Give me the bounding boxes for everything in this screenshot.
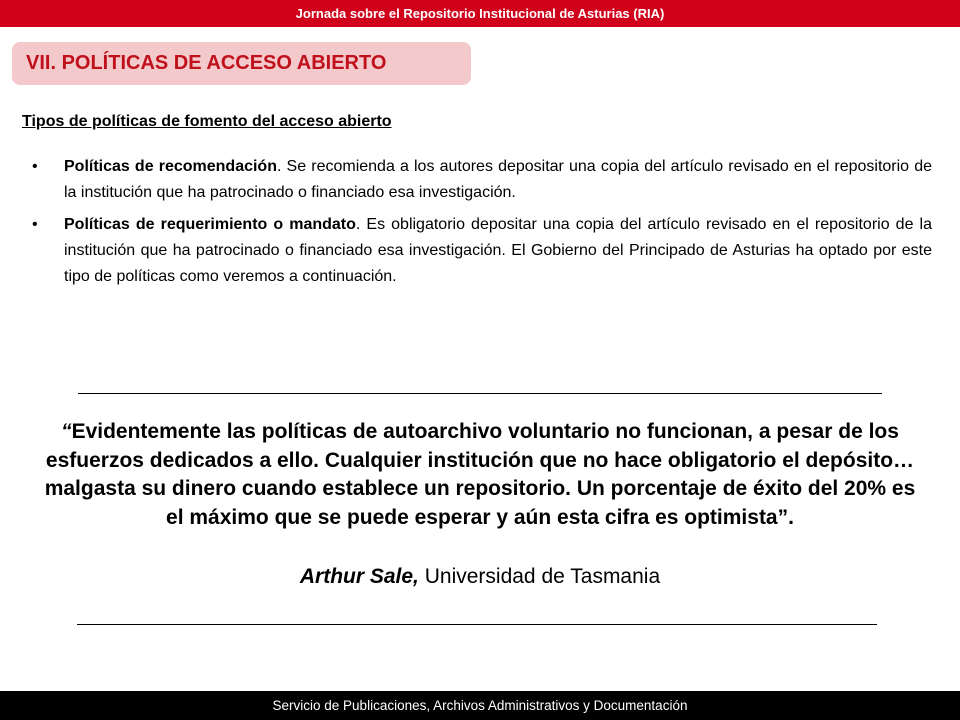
bullet-term: Políticas de requerimiento o mandato — [64, 216, 356, 233]
divider-bottom — [77, 624, 877, 625]
bullet-dot-icon: • — [32, 216, 38, 233]
footer-bar — [0, 691, 960, 720]
bullet-text: . Es obligatorio depositar una copia del artículo revisado en el repositorio de la institución que ha patrocinado o financiado esa investigación. El Gobierno del Principado de Asturias ha optado por este tipo de políticas como veremos a continuación. — [64, 216, 933, 285]
quote-text: Evidentemente las políticas de autoarchivo voluntario no funcionan, a pesar de los esfuerzos dedicados a ello. Cualquier institución que no hace obligatorio el depósito… malgasta su dinero cuando establece un repositorio. Un porcentaje de éxito del 20% es el máximo que se puede esperar y aún esta cifra es optimista — [44, 420, 916, 529]
bullet-term: Políticas de recomendación — [64, 158, 277, 175]
bullet-list — [32, 154, 932, 296]
bullet-item-recommendation — [32, 154, 932, 206]
footer-text: Servicio de Publicaciones, Archivos Administrativos y Documentación — [272, 698, 688, 713]
quote-block — [40, 418, 920, 532]
bullet-dot-icon: • — [32, 158, 38, 175]
quote-attribution — [40, 563, 920, 591]
quote-close-mark: ”. — [777, 505, 794, 529]
subtitle: Tipos de políticas de fomento del acceso abierto — [22, 113, 392, 130]
quote-open-mark: “ — [61, 420, 72, 443]
quote-author: Arthur Sale, — [299, 565, 419, 588]
header-title: Jornada sobre el Repositorio Institucional de Asturias (RIA) — [295, 6, 665, 21]
section-title-text: VII. POLÍTICAS DE ACCESO ABIERTO — [26, 52, 387, 74]
divider-top — [78, 393, 882, 394]
section-title — [12, 42, 471, 85]
quote-affiliation: Universidad de Tasmania — [418, 565, 661, 588]
bullet-text: . Se recomienda a los autores depositar una copia del artículo revisado en el repositorio de la institución que ha patrocinado o financiado esa investigación. — [64, 158, 933, 201]
bullet-item-mandate — [32, 212, 932, 290]
header-bar — [0, 0, 960, 27]
